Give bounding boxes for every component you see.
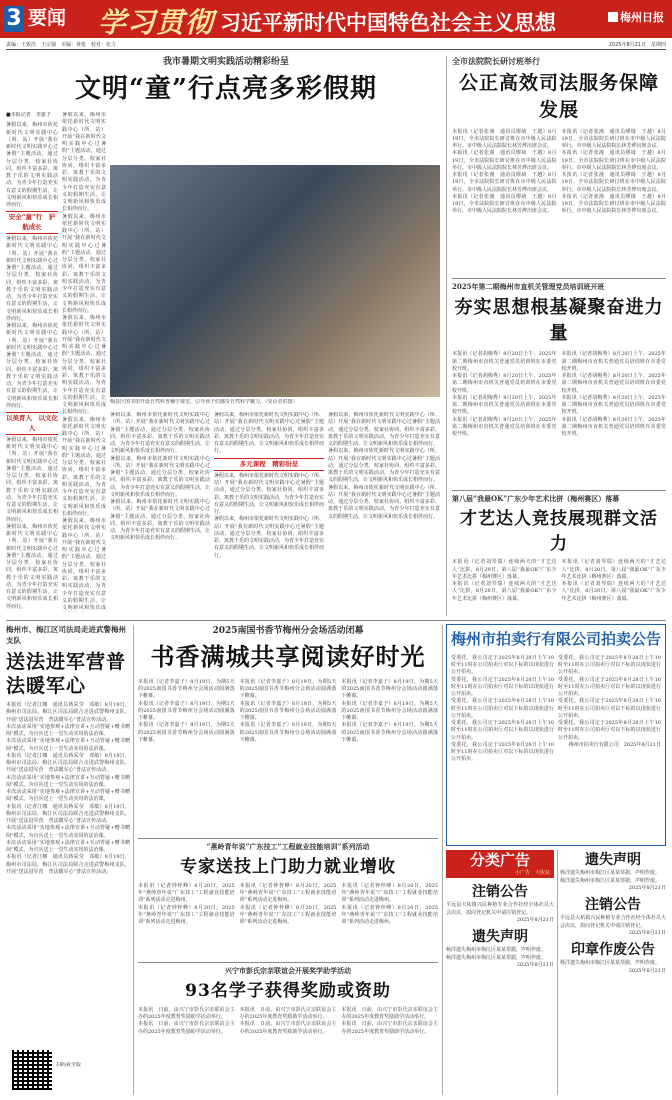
article-8 [138,966,438,1096]
notice-closure-title: 印章作废公告 [571,942,655,959]
article-1-col4-text2: 暑假以来，梅州市依托新时代文明实践中心（所、站）开展“我在新时代文明实践中心过暑假”主题活动，通过分层分类、校家社协同，组织丰富多彩、寓教于乐的文明实践活动，为青少年打造充实有意义的假期生活，让文明新风和快乐成长相伴而行。 [214,472,324,516]
article-1-byline: ■本报记者 李嘉子 [6,112,51,118]
article-4-text4: 本报讯（记者刘琴瑞）连续两天的“才艺达人”比拼，8月20日，第八届“我最OK”广东少年艺术比拼（梅州赛区）落幕。 [561,581,666,602]
notice-lost-title-2: 遗失声明 [585,852,641,868]
meta-bar [6,40,666,50]
qr-code[interactable] [12,1050,52,1090]
article-1-photo-caption: 梅县区图书馆开设自然科普播学课堂，引导孩子们感受自然科学魅力。（受访者供图） [110,399,298,405]
divider-horizontal [6,620,666,621]
auction-footer: 梅州市拍卖行有限公司 2025年8月21日 [568,741,661,748]
article-2-text7: 本报讯（记者张漫 通讯员缪绮 王越）8月19日，全市法院院长研讨班在市中级人民法院举行。市中级人民法院院长林芳烨出席会议。 [561,172,666,193]
article-2-title: 公正高效司法服务保障发展 [458,71,659,122]
article-2-text4: 本报讯（记者张漫 通讯员缪绮 王越）8月19日，全市法院院长研讨班在市中级人民法院举行。市中级人民法院院长林芳烨出席会议。 [452,193,557,215]
article-6-text4: 本报讯（记者李嘉子）8月19日，为期5天的2025南国书香节梅州分会场活动圆满落下帷幕。 [239,678,337,700]
auction-text6: 受委托，我公司定于2025年8月28日上午10时至11时在公司拍卖厅对以下标的以现状进行公开拍卖。 [558,654,661,676]
auction-title: 梅州市拍卖行有限公司拍卖公告 [450,630,661,648]
article-6-text9: 本报讯（记者李嘉子）8月19日，为期5天的2025南国书香节梅州分会场活动圆满落下帷幕。 [341,722,438,743]
notice-date-3: 2025年8月21日 [628,884,666,891]
article-6-text5: 本报讯（记者李嘉子）8月19日，为期5天的2025南国书香节梅州分会场活动圆满落下帷幕。 [239,700,337,722]
article-1-title: 文明“童”行点亮多彩假期 [75,74,377,105]
article-6-kicker: 2025南国书香节梅州分会场活动闭幕 [212,626,364,636]
article-1-col3-text3: 暑假以来，梅州市依托新时代文明实践中心（所、站）开展“我在新时代文明实践中心过暑假”主题活动，通过分层分类、校家社协同，组织丰富多彩、寓教于乐的文明实践活动，为青少年打造充实有意义的假期生活，让文明新风和快乐成长相伴而行。 [110,499,210,542]
article-5 [6,625,130,1045]
classifieds-subtitle: 小广告 大收获 [514,870,550,876]
article-3-text7: 本报讯（记者胡梅秀）8月20日上午，2025年第二期梅州市直机关普通党员培训班在市委党校开班。 [561,394,666,416]
auction-text7: 受委托，我公司定于2025年8月28日上午10时至11时在公司拍卖厅对以下标的以现状进行公开拍卖。 [558,676,661,697]
classifieds-title: 分类广告 [469,851,530,869]
article-1-col5-text2: 暑假以来，梅州市依托新时代文明实践中心（所、站）开展“我在新时代文明实践中心过暑假”主题活动，通过分层分类、校家社协同，组织丰富多彩、寓教于乐的文明实践活动，为青少年打造充实有意义的假期生活，让文明新风和快乐成长相伴而行。 [328,448,440,484]
article-7 [138,842,438,960]
article-2-text2: 本报讯（记者张漫 通讯员缪绮 王越）8月19日，全市法院院长研讨班在市中级人民法院举行。市中级人民法院院长林芳烨出席会议。 [452,150,557,171]
article-2-text8: 本报讯（记者张漫 通讯员缪绮 王越）8月19日，全市法院院长研讨班在市中级人民法院举行。市中级人民法院院长林芳烨出席会议。 [561,193,666,215]
notice-cancel-title-1: 注销公告 [472,884,528,900]
page-number-block [4,6,84,32]
article-5-text6: 本报讯（记者江娜 通讯员蒋采莹 邓敏）8月19日，梅州市司法局、梅江区司法局联合走进武警梅州支队，开展“送法进军营 普法暖军心”普法宣传活动。 [6,803,130,825]
classifieds-header [446,850,554,878]
article-1-col1-text4: 暑假以来，梅州市依托新时代文明实践中心（所、站）开展“我在新时代文明实践中心过暑假”主题活动，通过分层分类、校家社协同，组织丰富多彩、寓教于乐的文明实践活动，为青少年打造充实有意义的假期生活，让文明新风和快乐成长相伴而行。 [6,523,58,610]
article-5-kicker: 梅州市、梅江区司法局走进武警梅州支队 [6,625,126,645]
article-6-text7: 本报讯（记者李嘉子）8月19日，为期5天的2025南国书香节梅州分会场活动圆满落下帷幕。 [341,678,438,700]
article-5-text3: 本报讯（记者江娜 通讯员蒋采莹 邓敏）8月19日，梅州市司法局、梅江区司法局联合走进武警梅州支队，开展“送法进军营 普法暖军心”普法宣传活动。 [6,752,130,774]
article-6-text: 本报讯（记者李嘉子）8月19日，为期5天的2025南国书香节梅州分会场活动圆满落下帷幕。 [138,678,235,700]
article-5-text7: 本次活动采用“实地参观+法律宣讲+互动答疑+赠书赠阅”模式，为官兵送上一堂生动实用的法治课。 [6,825,130,839]
article-4-text2: 本报讯（记者刘琴瑞）连续两天的“才艺达人”比拼，8月20日，第八届“我最OK”广东少年艺术比拼（梅州赛区）落幕。 [452,581,557,602]
divider-vertical [133,625,134,1095]
article-1-col1-text: 暑假以来，梅州市依托新时代文明实践中心（所、站）开展“我在新时代文明实践中心过暑假”主题活动，通过分层分类、校家社协同，组织丰富多彩、寓教于乐的文明实践活动，为青少年打造充实有意义的假期生活，让文明新风和快乐成长相伴而行。 [6,236,58,322]
notice-lost-text-1b: 杨洋遗失梅州市梅江区某某票据，声明作废。 [446,954,547,961]
auction-text9: 受委托，我公司定于2025年8月28日上午10时至11时在公司拍卖厅对以下标的以现状进行公开拍卖。 [558,720,661,741]
article-1-sub3: 多元课程 精彩纷呈 [214,458,324,471]
classifieds-col1 [446,882,554,1094]
article-5-byline: 本报讯（记者江娜 通讯员蒋采莹 邓敏）8月19日，梅州市司法局、梅江区司法局联合走进武警梅州支队，开展“送法进军营 普法暖军心”普法宣传活动。 [6,702,130,723]
divider [138,962,438,963]
article-7-title: 专家送技上门助力就业增收 [180,857,396,878]
article-1-col5 [328,412,440,612]
divider [452,278,666,279]
article-3-text3: 本报讯（记者胡梅秀）8月20日上午，2025年第二期梅州市直机关普通党员培训班在市委党校开班。 [452,394,557,416]
article-7-text5: 本报讯（记者钟梓峰）8月20日，2025年“燕岭青年说”广东技工“工程就业技能培训”系列活动走进梅州。 [341,882,438,904]
article-5-text9: 本报讯（记者江娜 通讯员蒋采莹 邓敏）8月19日，梅州市司法局、梅江区司法局联合走进武警梅州支队，开展“送法进军营 普法暖军心”普法宣传活动。 [6,854,130,875]
notice-date-2: 2025年8月21日 [516,961,554,968]
article-1-col5-text: 暑假以来，梅州市依托新时代文明实践中心（所、站）开展“我在新时代文明实践中心过暑假”主题活动，通过分层分类、校家社协同，组织丰富多彩、寓教于乐的文明实践活动，为青少年打造充实有意义的假期生活，让文明新风和快乐成长相伴而行。 [328,412,440,447]
notice-closure-text: 杨洋遗失梅州市梅江区某某票据，声明作废。 [560,960,661,967]
article-1-col4-text: 暑假以来，梅州市依托新时代文明实践中心（所、站）开展“我在新时代文明实践中心过暑假”主题活动，通过分层分类、校家社协同，组织丰富多彩、寓教于乐的文明实践活动，为青少年打造充实有意义的假期生活，让文明新风和快乐成长相伴而行。 [214,412,324,455]
article-3-text4: 本报讯（记者胡梅秀）8月20日上午，2025年第二期梅州市直机关普通党员培训班在市委党校开班。 [452,416,557,438]
article-4-text: 本报讯（记者刘琴瑞）连续两天的“才艺达人”比拼，8月20日，第八届“我最OK”广东少年艺术比拼（梅州赛区）落幕。 [452,559,557,580]
article-1-col4-text3: 暑假以来，梅州市依托新时代文明实践中心（所、站）开展“我在新时代文明实践中心过暑假”主题活动，通过分层分类、校家社协同，组织丰富多彩、寓教于乐的文明实践活动，为青少年打造充实有意义的假期生活，让文明新风和快乐成长相伴而行。 [214,516,324,559]
article-7-text: 本报讯（记者钟梓峰）8月20日，2025年“燕岭青年说”广东技工“工程就业技能培训”系列活动走进梅州。 [138,882,235,904]
slogan: 学习贯彻 [98,6,215,39]
classifieds-col2 [560,850,666,1094]
article-4 [452,494,666,614]
article-7-text2: 本报讯（记者钟梓峰）8月20日，2025年“燕岭青年说”广东技工“工程就业技能培训”系列活动走进梅州。 [138,904,235,926]
article-2-kicker: 全市法院院长研讨班举行 [452,56,540,66]
divider-vertical [446,56,447,616]
article-5-text5: 本次活动采用“实地参观+法律宣讲+互动答疑+赠书赠阅”模式，为官兵送上一堂生动实用的法治课。 [6,789,130,803]
auction-text5: 受委托，我公司定于2025年8月28日上午10时至11时在公司拍卖厅对以下标的以现状进行公开拍卖。 [451,741,554,763]
article-6-title: 书香满城共享阅读好时光 [150,642,426,672]
article-4-kicker: 第八届“我最OK”广东少年艺术比拼（梅州赛区）落幕 [452,494,620,503]
article-5-title: 送法进军营普法暖军心 [6,650,127,698]
auction-text4: 受委托，我公司定于2025年8月28日上午10时至11时在公司拍卖厅对以下标的以现状进行公开拍卖。 [451,720,554,741]
auction-notice [446,624,666,846]
divider-vertical [442,625,443,1095]
page-number: 3 [4,6,24,32]
article-3-kicker: 2025年第二期梅州市直机关管理党员培训班开班 [452,282,605,291]
notice-date-5: 2025年8月21日 [628,967,666,974]
article-1-col2-text3: 暑假以来，梅州市依托新时代文明实践中心（所、站）开展“我在新时代文明实践中心过暑假”主题活动，通过分层分类、校家社协同，组织丰富多彩、寓教于乐的文明实践活动，为青少年打造充实有意义的假期生活，让文明新风和快乐成长相伴而行。 [62,315,106,416]
newspaper-logo-icon [608,12,618,22]
article-7-text4: 本报讯（记者钟梓峰）8月20日，2025年“燕岭青年说”广东技工“工程就业技能培训”系列活动走进梅州。 [239,904,337,926]
article-1-col2-text5: 暑假以来，梅州市依托新时代文明实践中心（所、站）开展“我在新时代文明实践中心过暑假”主题活动，通过分层分类、校家社协同，组织丰富多彩、寓教于乐的文明实践活动，为青少年打造充实有意义的假期生活，让文明新风和快乐成 [62,518,106,611]
auction-text2: 受委托，我公司定于2025年8月28日上午10时至11时在公司拍卖厅对以下标的以现状进行公开拍卖。 [451,676,554,697]
article-3-text8: 本报讯（记者胡梅秀）8月20日上午，2025年第二期梅州市直机关普通党员培训班在市委党校开班。 [561,416,666,438]
article-1-col4 [214,412,324,612]
article-2-text6: 本报讯（记者张漫 通讯员缪绮 王越）8月19日，全市法院院长研讨班在市中级人民法院举行。市中级人民法院院长林芳烨出席会议。 [561,150,666,171]
article-2 [452,56,666,276]
notice-lost-text-2: 杨洋遗失梅州市梅江区某某票据，声明作废。 [560,870,661,877]
article-1-photo [110,165,440,397]
article-8-text: 本报讯 日前，由兴宁市彭氏宗亲联谊会主办的2025年度教育奖励助学活动举行。 [138,1006,235,1021]
notice-lost-text-1: 杨洋遗失梅州市梅江区某某票据，声明作废。 [446,947,547,954]
article-3-text2: 本报讯（记者胡梅秀）8月20日上午，2025年第二期梅州市直机关普通党员培训班在市委党校开班。 [452,373,557,394]
article-1-col2-text: 暑假以来，梅州市依托新时代文明实践中心（所、站）开展“我在新时代文明实践中心过暑假”主题活动，通过分层分类、校家社协同，组织丰富多彩、寓教于乐的文明实践活动，为青少年打造充实有意义的假期生活，让文明新风和快乐成长相伴而行。 [62,112,106,213]
article-4-text3: 本报讯（记者刘琴瑞）连续两天的“才艺达人”比拼，8月20日，第八届“我最OK”广东少年艺术比拼（梅州赛区）落幕。 [561,559,666,580]
article-1-sub1: 安全“童”行 护航成长 [6,211,58,234]
article-1-col3 [110,412,210,612]
article-1-col1-text3: 暑假以来，梅州市依托新时代文明实践中心（所、站）开展“我在新时代文明实践中心过暑假”主题活动，通过分层分类、校家社协同，组织丰富多彩、寓教于乐的文明实践活动，为青少年打造充实有意义的假期生活，让文明新风和快乐成长相伴而行。 [6,436,58,523]
article-1-kicker: 我市暑期文明实践活动精彩纷呈 [162,57,289,67]
article-7-text3: 本报讯（记者钟梓峰）8月20日，2025年“燕岭青年说”广东技工“工程就业技能培训”系列活动走进梅州。 [239,882,337,904]
article-8-text6: 本报讯 日前，由兴宁市彭氏宗亲联谊会主办的2025年度教育奖励助学活动举行。 [341,1021,438,1035]
article-8-text4: 本报讯 日前，由兴宁市彭氏宗亲联谊会主办的2025年度教育奖励助学活动举行。 [239,1021,337,1035]
notice-cancel-text-2: 平远县大柘镇兴民种植专业合作社经全体社员大会决议，拟向登记机关申请注销登记。 [560,915,666,929]
article-1-col2 [62,112,106,612]
notice-date-1: 2025年8月21日 [516,916,554,923]
issue-date: 2025年8月21日 星期四 [608,42,666,48]
article-8-kicker: 兴宁市彭氏宗亲联谊会开展奖学助学活动 [225,966,351,975]
masthead [0,0,672,38]
article-6-text2: 本报讯（记者李嘉子）8月19日，为期5天的2025南国书香节梅州分会场活动圆满落下帷幕。 [138,700,235,722]
article-1-col1-text2: 暑假以来，梅州市依托新时代文明实践中心（所、站）开展“我在新时代文明实践中心过暑假”主题活动，通过分层分类、校家社协同，组织丰富多彩、寓教于乐的文明实践活动，为青少年打造充实有意义的假期生活，让文明新风和快乐成长相伴而行。 [6,323,58,409]
article-3-text5: 本报讯（记者胡梅秀）8月20日上午，2025年第二期梅州市直机关普通党员培训班在市委党校开班。 [561,351,666,372]
notice-lost-title-1: 遗失声明 [472,929,528,946]
article-8-text5: 本报讯 日前，由兴宁市彭氏宗亲联谊会主办的2025年度教育奖励助学活动举行。 [341,1006,438,1021]
article-5-text8: 本次活动采用“实地参观+法律宣讲+互动答疑+赠书赠阅”模式，为官兵送上一堂生动实用的法治课。 [6,839,130,854]
page-name: 要闻 [28,7,67,30]
article-8-title: 93名学子获得奖励或资助 [185,981,391,1002]
article-8-text2: 本报讯 日前，由兴宁市彭氏宗亲联谊会主办的2025年度教育奖励助学活动举行。 [138,1021,235,1035]
article-6-text8: 本报讯（记者李嘉子）8月19日，为期5天的2025南国书香节梅州分会场活动圆满落下帷幕。 [341,700,438,722]
article-2-text5: 本报讯（记者张漫 通讯员缪绮 王越）8月19日，全市法院院长研讨班在市中级人民法院举行。市中级人民法院院长林芳烨出席会议。 [561,128,666,150]
article-6-text3: 本报讯（记者李嘉子）8月19日，为期5天的2025南国书香节梅州分会场活动圆满落下帷幕。 [138,722,235,743]
article-6 [138,625,438,835]
article-1-intro: 暑假以来，梅州市依托新时代文明实践中心（所、站）开展“我在新时代文明实践中心过暑假”主题活动，通过分层分类、校家社协同，组织丰富多彩、寓教于乐的文明实践活动，为青少年打造充实有意义的假期生活，让文明新风和快乐成长相伴而行。 [6,122,58,208]
article-4-title: 才艺达人竞技展现群文活力 [460,509,658,554]
notice-lost-text-2b: 杨洋遗失梅州市梅江区某某票据，声明作废。 [560,877,661,884]
article-1-col2-text4: 暑假以来，梅州市依托新时代文明实践中心（所、站）开展“我在新时代文明实践中心过暑假”主题活动，通过分层分类、校家社协同，组织丰富多彩、寓教于乐的文明实践活动，为青少年打造充实有意义的假期生活，让文明新风和快乐成长相伴而行。 [62,416,106,517]
article-3-text6: 本报讯（记者胡梅秀）8月20日上午，2025年第二期梅州市直机关普通党员培训班在市委党校开班。 [561,373,666,394]
brand-logo: 梅州日报 [608,10,664,26]
article-2-text3: 本报讯（记者张漫 通讯员缪绮 王越）8月19日，全市法院院长研讨班在市中级人民法院举行。市中级人民法院院长林芳烨出席会议。 [452,172,557,193]
article-1-col5-text3: 暑假以来，梅州市依托新时代文明实践中心（所、站）开展“我在新时代文明实践中心过暑假”主题活动，通过分层分类、校家社协同，组织丰富多彩、寓教于乐的文明实践活动，为青少年打造充实有意义的假期生活，让文明新风和快乐成长相伴而行。 [328,484,440,520]
article-6-text6: 本报讯（记者李嘉子）8月19日，为期5天的2025南国书香节梅州分会场活动圆满落下帷幕。 [239,722,337,743]
article-1-col3-text2: 暑假以来，梅州市依托新时代文明实践中心（所、站）开展“我在新时代文明实践中心过暑假”主题活动，通过分层分类、校家社协同，组织丰富多彩、寓教于乐的文明实践活动，为青少年打造充实有意义的假期生活，让文明新风和快乐成长相伴而行。 [110,455,210,498]
staff-credits: 责编：王致浩 王宗强 美编：黄枪 校对：张力 [6,42,117,48]
article-1-header [6,56,446,108]
divider [138,838,438,839]
divider-vertical [557,850,558,1095]
notice-date-4: 2025年8月21日 [628,929,666,936]
article-2-text: 本报讯（记者张漫 通讯员缪绮 王越）8月19日，全市法院院长研讨班在市中级人民法院举行。市中级人民法院院长林芳烨出席会议。 [452,128,557,150]
auction-text3: 受委托，我公司定于2025年8月28日上午10时至11时在公司拍卖厅对以下标的以现状进行公开拍卖。 [451,698,554,719]
qr-label: 扫码看全版 [56,1062,82,1068]
article-3-text: 本报讯（记者胡梅秀）8月20日上午，2025年第二期梅州市直机关普通党员培训班在市委党校开班。 [452,351,557,372]
article-5-text2: 本次活动采用“实地参观+法律宣讲+互动答疑+赠书赠阅”模式，为官兵送上一堂生动实用的法治课。 [6,738,130,752]
article-1-sub2: 以美育人 以文化人 [6,412,58,435]
article-3 [452,282,666,488]
article-5-text: 本次活动采用“实地参观+法律宣讲+互动答疑+赠书赠阅”模式，为官兵送上一堂生动实用的法治课。 [6,723,130,738]
article-1-col1 [6,112,58,612]
divider [452,490,666,491]
article-8-text3: 本报讯 日前，由兴宁市彭氏宗亲联谊会主办的2025年度教育奖励助学活动举行。 [239,1006,337,1021]
article-5-text4: 本次活动采用“实地参观+法律宣讲+互动答疑+赠书赠阅”模式，为官兵送上一堂生动实用的法治课。 [6,774,130,788]
notice-cancel-title-2: 注销公告 [585,897,641,914]
article-1-col2-text2: 暑假以来，梅州市依托新时代文明实践中心（所、站）开展“我在新时代文明实践中心过暑假”主题活动，通过分层分类、校家社协同，组织丰富多彩、寓教于乐的文明实践活动，为青少年打造充实有意义的假期生活，让文明新风和快乐成长相伴而行。 [62,213,106,314]
auction-text8: 受委托，我公司定于2025年8月28日上午10时至11时在公司拍卖厅对以下标的以现状进行公开拍卖。 [558,698,661,719]
article-7-text6: 本报讯（记者钟梓峰）8月20日，2025年“燕岭青年说”广东技工“工程就业技能培训”系列活动走进梅州。 [341,904,438,926]
notice-cancel-text-1: 平远县大柘镇兴民种植专业合作社经全体社员大会决议，拟向登记机关申请注销登记。 [446,902,554,916]
theme-title: 习近平新时代中国特色社会主义思想 [220,11,556,35]
auction-text: 受委托，我公司定于2025年8月28日上午10时至11时在公司拍卖厅对以下标的以现状进行公开拍卖。 [451,654,554,676]
article-1-col3-text: 暑假以来，梅州市依托新时代文明实践中心（所、站）开展“我在新时代文明实践中心过暑假”主题活动，通过分层分类、校家社协同，组织丰富多彩、寓教于乐的文明实践活动，为青少年打造充实有意义的假期生活，让文明新风和快乐成长相伴而行。 [110,412,210,455]
article-7-kicker: “燕岭青年说”广东技工“工程就业技能培训”系列活动 [206,842,370,851]
article-3-title: 夯实思想根基凝聚奋进力量 [454,297,664,345]
